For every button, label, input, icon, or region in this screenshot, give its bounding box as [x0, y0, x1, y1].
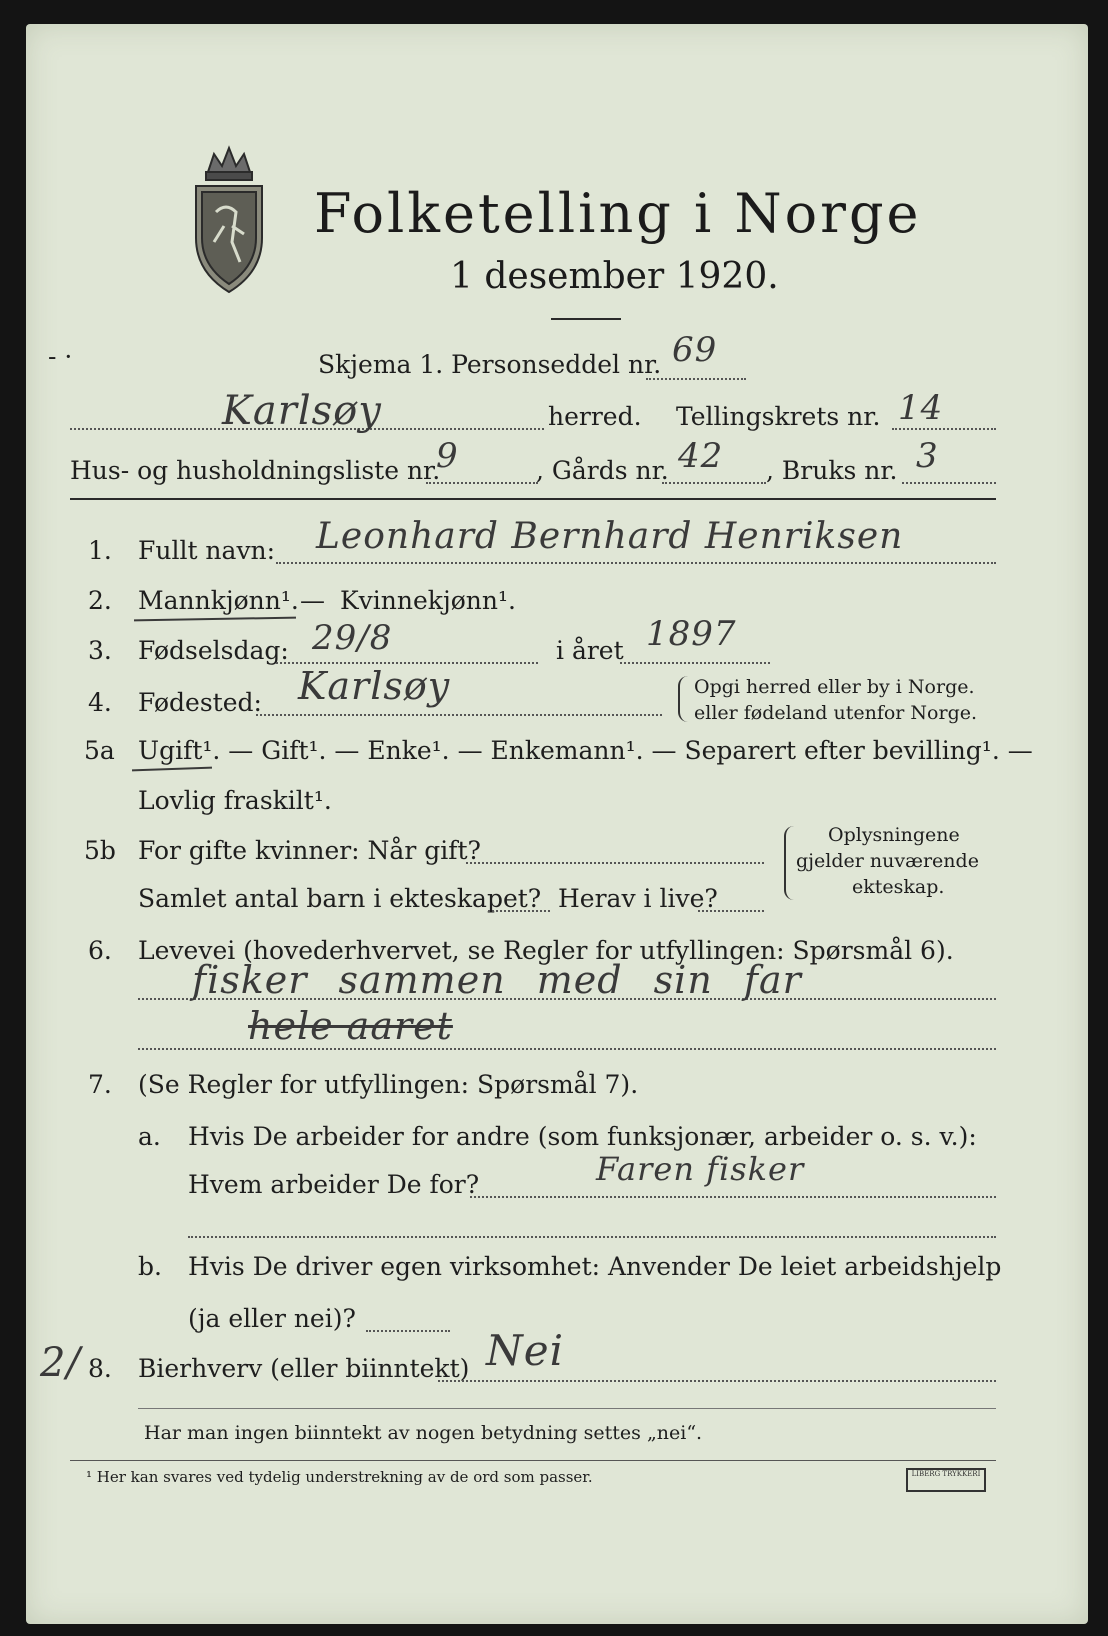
q2-separator: —	[300, 586, 325, 615]
form-date: 1 desember 1920.	[450, 256, 779, 297]
female-option[interactable]: Kvinnekjønn¹.	[340, 586, 516, 615]
male-option[interactable]: Mannkjønn¹.	[138, 586, 299, 615]
occupation-line1-value[interactable]: fisker sammen med sin far	[192, 958, 802, 1002]
title-divider	[551, 318, 621, 320]
q7b-letter: b.	[138, 1252, 162, 1281]
q3-label: Fødselsdag:	[138, 636, 289, 665]
hired-help-field[interactable]	[366, 1330, 450, 1332]
q5b-note-line2: gjelder nuværende	[796, 850, 979, 872]
schema-label: Skjema 1. Personseddel nr.	[318, 350, 662, 379]
employer-value[interactable]: Faren fisker	[596, 1150, 805, 1188]
bruks-label: , Bruks nr.	[766, 456, 898, 485]
marital-status-options[interactable]: Ugift¹. — Gift¹. — Enke¹. — Enkemann¹. — Separert efter bevilling¹. —	[138, 736, 1033, 765]
bruks-value[interactable]: 3	[916, 436, 939, 476]
children-count-field[interactable]	[488, 910, 550, 912]
year-label: i året	[556, 636, 624, 665]
q2-number: 2.	[88, 586, 112, 615]
q1-number: 1.	[88, 536, 112, 565]
q1-label: Fullt navn:	[138, 536, 276, 565]
birth-date-value[interactable]: 29/8	[312, 618, 393, 658]
q8-label: Bierhverv (eller biinntekt)	[138, 1354, 470, 1383]
full-name-value[interactable]: Leonhard Bernhard Henriksen	[316, 516, 904, 557]
q6-label: Levevei (hovederhvervet, se Regler for utfyllingen: Spørsmål 6).	[138, 936, 954, 965]
q5b-brace	[784, 826, 794, 900]
male-underline-mark	[134, 617, 296, 622]
tellingskrets-value[interactable]: 14	[898, 388, 944, 428]
footer-note: Har man ingen biinntekt av nogen betydning settes „nei“.	[144, 1422, 703, 1444]
q5b-note-line3: ekteskap.	[852, 876, 945, 898]
census-form	[26, 24, 1088, 1624]
q7a-line2: Hvem arbeider De for?	[188, 1170, 480, 1199]
footnote: ¹ Her kan svares ved tydelig understrekning av de ord som passer.	[86, 1468, 593, 1486]
q7b-line1: Hvis De driver egen virksomhet: Anvender De leiet arbeidshjelp	[188, 1252, 1002, 1281]
q4-brace	[678, 676, 688, 722]
married-date-field[interactable]	[466, 862, 764, 864]
ugift-underline-mark	[132, 767, 212, 772]
q4-number: 4.	[88, 688, 112, 717]
printer-stamp: LIBERG TRYKKERI	[906, 1468, 986, 1492]
husliste-label: Hus- og husholdningsliste nr.	[70, 456, 441, 485]
herred-label: herred.	[548, 402, 642, 431]
schema-number[interactable]: 69	[672, 330, 718, 370]
q7b-line2: (ja eller nei)?	[188, 1304, 356, 1333]
marital-status-options-2[interactable]: Lovlig fraskilt¹.	[138, 786, 332, 815]
q5b-line1: For gifte kvinner: Når gift?	[138, 836, 481, 865]
children-alive-field[interactable]	[698, 910, 764, 912]
q6-number: 6.	[88, 936, 112, 965]
q5b-number: 5b	[84, 836, 116, 865]
birth-year-value[interactable]: 1897	[646, 614, 737, 654]
gards-label: , Gårds nr.	[536, 456, 669, 485]
q5a-number: 5a	[84, 736, 115, 765]
q7-label: (Se Regler for utfyllingen: Spørsmål 7).	[138, 1070, 639, 1099]
q8-number: 8.	[88, 1354, 112, 1383]
q7a-letter: a.	[138, 1122, 161, 1151]
q3-number: 3.	[88, 636, 112, 665]
margin-mark: 2/	[40, 1340, 81, 1386]
q5b-note-line1: Oplysningene	[828, 824, 960, 846]
birthplace-value[interactable]: Karlsøy	[298, 664, 451, 708]
gards-value[interactable]: 42	[678, 436, 724, 476]
q7a-line1: Hvis De arbeider for andre (som funksjonær, arbeider o. s. v.):	[188, 1122, 977, 1151]
norway-coat-of-arms-icon	[186, 142, 272, 298]
section-divider	[70, 498, 996, 500]
tellingskrets-label: Tellingskrets nr.	[676, 402, 881, 431]
herred-value[interactable]: Karlsøy	[222, 388, 382, 434]
q7-number: 7.	[88, 1070, 112, 1099]
margin-dash: - ·	[48, 342, 73, 371]
q5b-line2a: Samlet antal barn i ekteskapet?	[138, 884, 542, 913]
side-income-value[interactable]: Nei	[486, 1326, 565, 1375]
q4-label: Fødested:	[138, 688, 262, 717]
husliste-value[interactable]: 9	[436, 436, 459, 476]
q4-note-line2: eller fødeland utenfor Norge.	[694, 702, 978, 724]
occupation-line2-value[interactable]: hele aaret	[248, 1004, 453, 1048]
q5b-line2b: Herav i live?	[558, 884, 718, 913]
form-title: Folketelling i Norge	[314, 182, 922, 245]
q4-note-line1: Opgi herred eller by i Norge.	[694, 676, 975, 698]
